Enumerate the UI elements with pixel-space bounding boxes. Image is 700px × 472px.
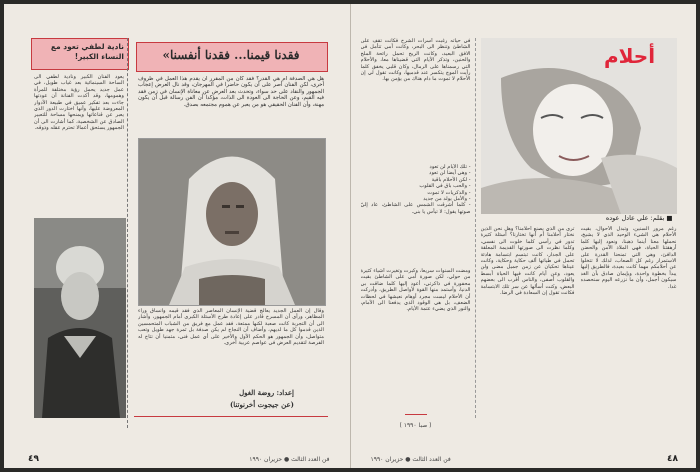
right-col-list: - تلك الأيام لن تعود - وهي أيضا لن تعود - لكن الأحلام باقية - والحب باق في القلوب - والذكريات لا تموت - والأمل يولد من جديد - كلما أشرقت الشمس على الشاطئ، عاد إليّ صوتها يقول: لا تيأس يا بني. [360, 164, 471, 215]
left-page-number: ٤٩ [28, 454, 39, 464]
actor-photo [138, 138, 326, 306]
feature-body-col-2: رغم مرور السنين، وتبدل الأحوال، بقيت الأحلام هي الشيء الوحيد الذي لا يشيخ، نحملها معنا أينما ذهبنا، ونعود إليها كلما أرهقتنا الحياة، فهي الملاذ الآمن والحضن الدافئ، وهي التي تمنحنا القدرة على الاستمرار رغم كل الصعاب، لذلك لا تتخلوا عن أحلامكم مهما كانت بعيدة، فالطريق إليها يبدأ بخطوة واحدة، وبإيمان صادق بأن الغد سيكون أجمل، وأن ما نزرعه اليوم سنحصده غدا. [580, 226, 677, 290]
right-col-text-top: في حياته رغبت أسرات الشرح فكانت تقف على الشاطئ وتنظر الى البحر، وكانت أمي تتأمل في الافق البعيد، وكانت الريح تحمل رائحة الملح والحنين، وتذكر الأيام التي قضيناها معا، والأحلام التي رسمناها على الرمال، وكان قلبي يخفق كلما رأيت الموج يتكسر عند قدميها، وكانت تقول لي إن الأحلام لا تموت ما دام هناك من يؤمن بها. [360, 38, 471, 83]
left-footer: فن العدد الثالث ● حزيران ١٩٩٠ [249, 456, 330, 463]
right-footer: فن العدد الثالث ● حزيران ١٩٩٠ [370, 456, 451, 463]
actress-photo [34, 218, 126, 418]
byline: إعداد: روضة الغول [239, 388, 294, 397]
credit-line: (عن جيجوت أخرنوتنا) [229, 400, 294, 409]
feature-body-col-1: ترى من الذي يصنع أحلامنا؟ وهل نحن الذين نختار أحلامنا أم أنها تختارنا؟ أسئلة كثيرة تدور في رأسي كلما خلوت الى نفسي، وكلما نظرت الى صورتها القديمة المعلقة على الجدار، كانت تبتسم ابتسامة هادئة تحمل في طياتها ألف حكاية وحكاية، وكانت عيناها تحكيان عن زمن جميل مضى ولن يعود، وعن أيام كانت فيها الحياة أبسط والقلوب أصفى، والناس أقرب الى بعضهم البعض، وكنت أسألها عن سر تلك الابتسامة فكانت تقول إن السعادة في الرضا. [480, 226, 575, 297]
feature-title: أحلام [603, 44, 656, 68]
right-page-number: ٤٨ [667, 454, 678, 464]
actor-photo-graphic [139, 139, 325, 305]
actress-photo-graphic [34, 218, 126, 418]
magazine-spread [4, 4, 696, 468]
article-intro-text: هل هي الصدفة أم هي القدر؟ فقد كان من المقرر أن يقدم هذا العمل في ظروف أخرى، لكن الفنان أصر على أن يكون حاضرا في المهرجان، وقد نال العرض إعجاب الجمهور والنقاد على حد سواء، وتحدث بعد العرض عن معاناة الإنسان في زمن فقد فيه القيم، وعن الحاجة الى العودة الى الذات، مؤكدا أن الفن رسالة قبل أن يكون مهنة، وأن الفنان الحقيقي هو من يعبر عن هموم مجتمعه بصدق. [138, 76, 324, 108]
article-title: فقدنا قيمنا... فقدنا أنفسنا» [162, 48, 300, 62]
page-49 [4, 4, 351, 468]
center-note: ( صبا ١٩٩٠ ) [399, 422, 432, 429]
article-body-text: وقال إن العمل الجديد يعالج قضية الإنسان المعاصر الذي فقد قيمه وانساق وراء المظاهر، ورأى أن المسرح قادر على إعادة طرح الأسئلة الكبرى أمام الجمهور، وأشار الى أن التجربة كانت صعبة لكنها ممتعة، فقد عمل مع فريق من الشباب المتحمسين الذين قدموا كل ما لديهم، وأضاف أن النجاح لم يكن صدفة بل ثمرة جهد طويل وتعب متواصل، وأن الجمهور هو الحكم الأول والأخير على أي عمل فني، متمنيا أن تتاح له الفرصة لتقديم العرض في عواصم عربية أخرى. [138, 308, 324, 347]
sidebar-heading: نادية لطفي تعود مع النساء الكبير! [50, 42, 124, 61]
photo-caption: ■ بقلم: علي عادل عوده [605, 214, 673, 222]
right-col-text-bottom: ومضت السنوات سريعا، وكبرت وتغيرت أشياء كثيرة من حولي، لكن صورة أمي على الشاطئ بقيت محفورة في ذاكرتي، أعود إليها كلما ضاقت بي الدنيا، وأستمد منها القوة لأواصل الطريق، وأدركت أن الأحلام ليست مجرد أوهام نعيشها في لحظات الضعف، بل هي الوقود الذي يدفعنا الى الأمام، والنور الذي يضيء عتمة الأيام. [360, 268, 471, 313]
page-48 [351, 4, 697, 468]
sidebar-body-text: يعود الفنان الكبير ونادية لطفي الى الساحة السينمائية بعد غياب طويل، في عمل جديد يحمل رؤية مختلفة للمرأة وهمومها، وقد أكدت الفنانة أن عودتها جاءت بعد تفكير عميق في طبيعة الأدوار المعروضة عليها، وأنها اختارت الدور الذي يعبر عن قناعاتها ويمنحها مساحة للتعبير الصادق عن الشخصية، كما أشارت الى أن الجمهور يستحق أعمالا تحترم عقله وذوقه. [34, 74, 124, 132]
